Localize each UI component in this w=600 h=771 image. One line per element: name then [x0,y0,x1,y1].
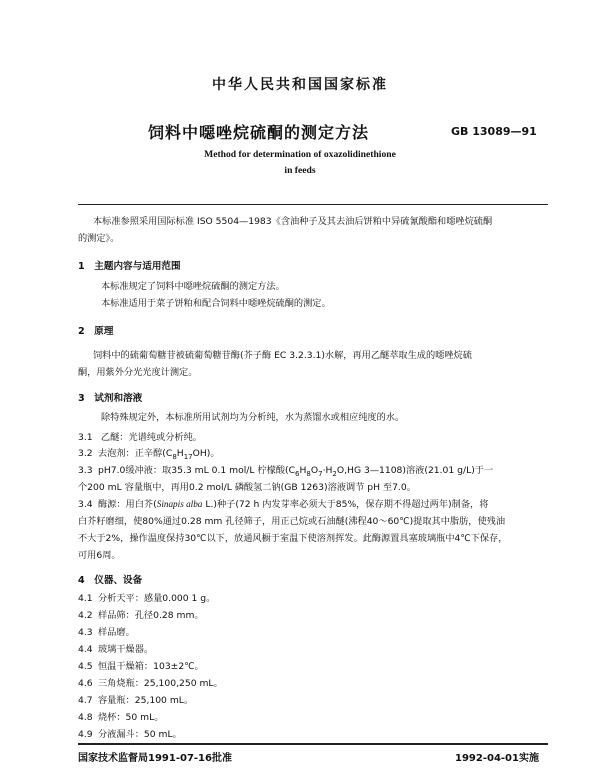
subscript: 17 [183,452,193,461]
item-text: 恒温干燥箱：103±2℃。 [98,661,204,672]
item-number: 3.3 [78,465,93,476]
item-text: 乙醚：光谱纯或分析纯。 [100,432,202,443]
section-2-line-1: 饲料中的硫葡萄糖苷被硫葡萄糖苷酶(芥子酶 EC 3.2.3.1)水解，再用乙醚萃取生成的噁唑烷硫 [93,350,472,361]
item-3-4-line-4: 可用6周。 [78,550,121,561]
item-text: H [299,465,307,476]
item-text: ·H [322,465,333,476]
item-text: 样品磨。 [98,627,135,638]
item-text: 玻璃干燥器。 [98,644,154,655]
list-item [78,626,135,639]
section-1-heading: 1 主题内容与适用范围 [78,261,181,272]
national-standard-heading: 中华人民共和国国家标准 [212,77,388,93]
list-item [78,728,182,741]
item-3-3-line-2: 个200 mL 容量瓶中，再用0.2 mol/L 磷酸氢二钠(GB 1263)溶液调节 pH 至7.0。 [78,482,416,493]
standard-code: GB 13089—91 [451,125,537,138]
subscript: 6 [295,469,300,478]
item-3-4-line-2: 白芥籽磨细，使80%通过0.28 mm 孔径筛子，用正己烷或石油醚(沸程40～60℃)提取其中脂肪，使残油 [78,516,506,527]
item-text: 三角烧瓶：25,100,250 mL。 [98,678,223,689]
item-text: 容量瓶：25,100 mL。 [98,695,194,706]
item-text: 分析天平：感量0.000 1 g。 [98,593,216,604]
item-text: 酶源：用白芥( [98,499,157,510]
intro-line-2: 的测定》。 [78,233,120,244]
list-item [78,643,153,656]
item-3-2 [78,447,220,464]
subscript: 8 [306,469,311,478]
subscript: 2 [332,469,337,478]
item-text: 烧杯：50 mL。 [98,712,164,723]
item-3-1 [78,431,202,444]
item-text: O [310,465,319,476]
header-divider [78,204,548,205]
item-3-4-line-1 [78,498,488,511]
item-number: 4.9 [78,729,93,740]
list-item [78,592,215,605]
list-item [78,711,163,724]
item-number: 4.2 [78,610,93,621]
intro-line-1: 本标准参照采用国际标准 ISO 5504—1983《含油种子及其去油后饼粕中异硫氰酸酯和噁唑烷硫酮 [93,216,493,227]
item-number: 4.1 [78,593,93,604]
item-number: 4.6 [78,678,93,689]
approval-note: 国家技术监督局1991-07-16批准 [78,753,232,764]
list-item [78,660,204,673]
item-text: OH)。 [192,448,220,459]
implementation-date: 1992-04-01实施 [455,753,539,764]
list-item [78,694,193,707]
item-number: 3.2 [78,448,93,459]
item-text: O,HG 3—1108)溶液(21.01 g/L)于一 [336,465,494,476]
item-number: 4.4 [78,644,93,655]
english-title-line-2: in feeds [284,165,316,176]
item-number: 3.1 [78,432,93,443]
subscript: 7 [318,469,323,478]
item-number: 3.4 [78,499,93,510]
latin-species-name: Sinapis alba [156,499,203,509]
list-item [78,609,204,622]
item-text: 样品筛：孔径0.28 mm。 [98,610,204,621]
item-number: 4.8 [78,712,93,723]
section-2-heading: 2 原理 [78,326,114,337]
item-number: 4.3 [78,627,93,638]
item-text: H [176,448,184,459]
section-3-intro: 除特殊规定外，本标准所用试剂均为分析纯，水为蒸馏水或相应纯度的水。 [101,412,405,423]
item-3-3-line-1 [78,464,493,481]
item-number: 4.7 [78,695,93,706]
item-text: pH7.0缓冲液：取35.3 mL 0.1 mol/L 柠檬酸(C [98,465,296,476]
section-1-line-1: 本标准规定了饲料中噁唑烷硫酮的测定方法。 [101,281,285,292]
section-4-heading: 4 仪器、设备 [78,575,143,586]
subscript: 8 [172,452,177,461]
section-2-line-2: 酮，用紫外分光光度计测定。 [78,367,198,378]
item-3-4-line-3: 不大于2%，操作温度保持30℃以下，放通风橱于室温下使溶剂挥发。此酶源置具塞玻璃瓶中4℃下保存， [78,533,508,544]
english-title-line-1: Method for determination of oxazolidinethione [204,149,396,160]
item-text: 分液漏斗：50 mL。 [98,729,182,740]
item-number: 4.5 [78,661,93,672]
section-1-line-2: 本标准适用于菜子饼粕和配合饲料中噁唑烷硫酮的测定。 [101,298,331,309]
footer-divider [78,743,548,745]
section-3-heading: 3 试剂和溶液 [78,393,143,404]
list-item [78,677,223,690]
item-text: L.)种子(72 h 内发芽率必须大于85%，保存期不得超过两年)制备，将 [202,499,489,510]
document-title: 饲料中噁唑烷硫酮的测定方法 [148,123,370,142]
item-text: 去泡剂：正辛醇(C [98,448,173,459]
